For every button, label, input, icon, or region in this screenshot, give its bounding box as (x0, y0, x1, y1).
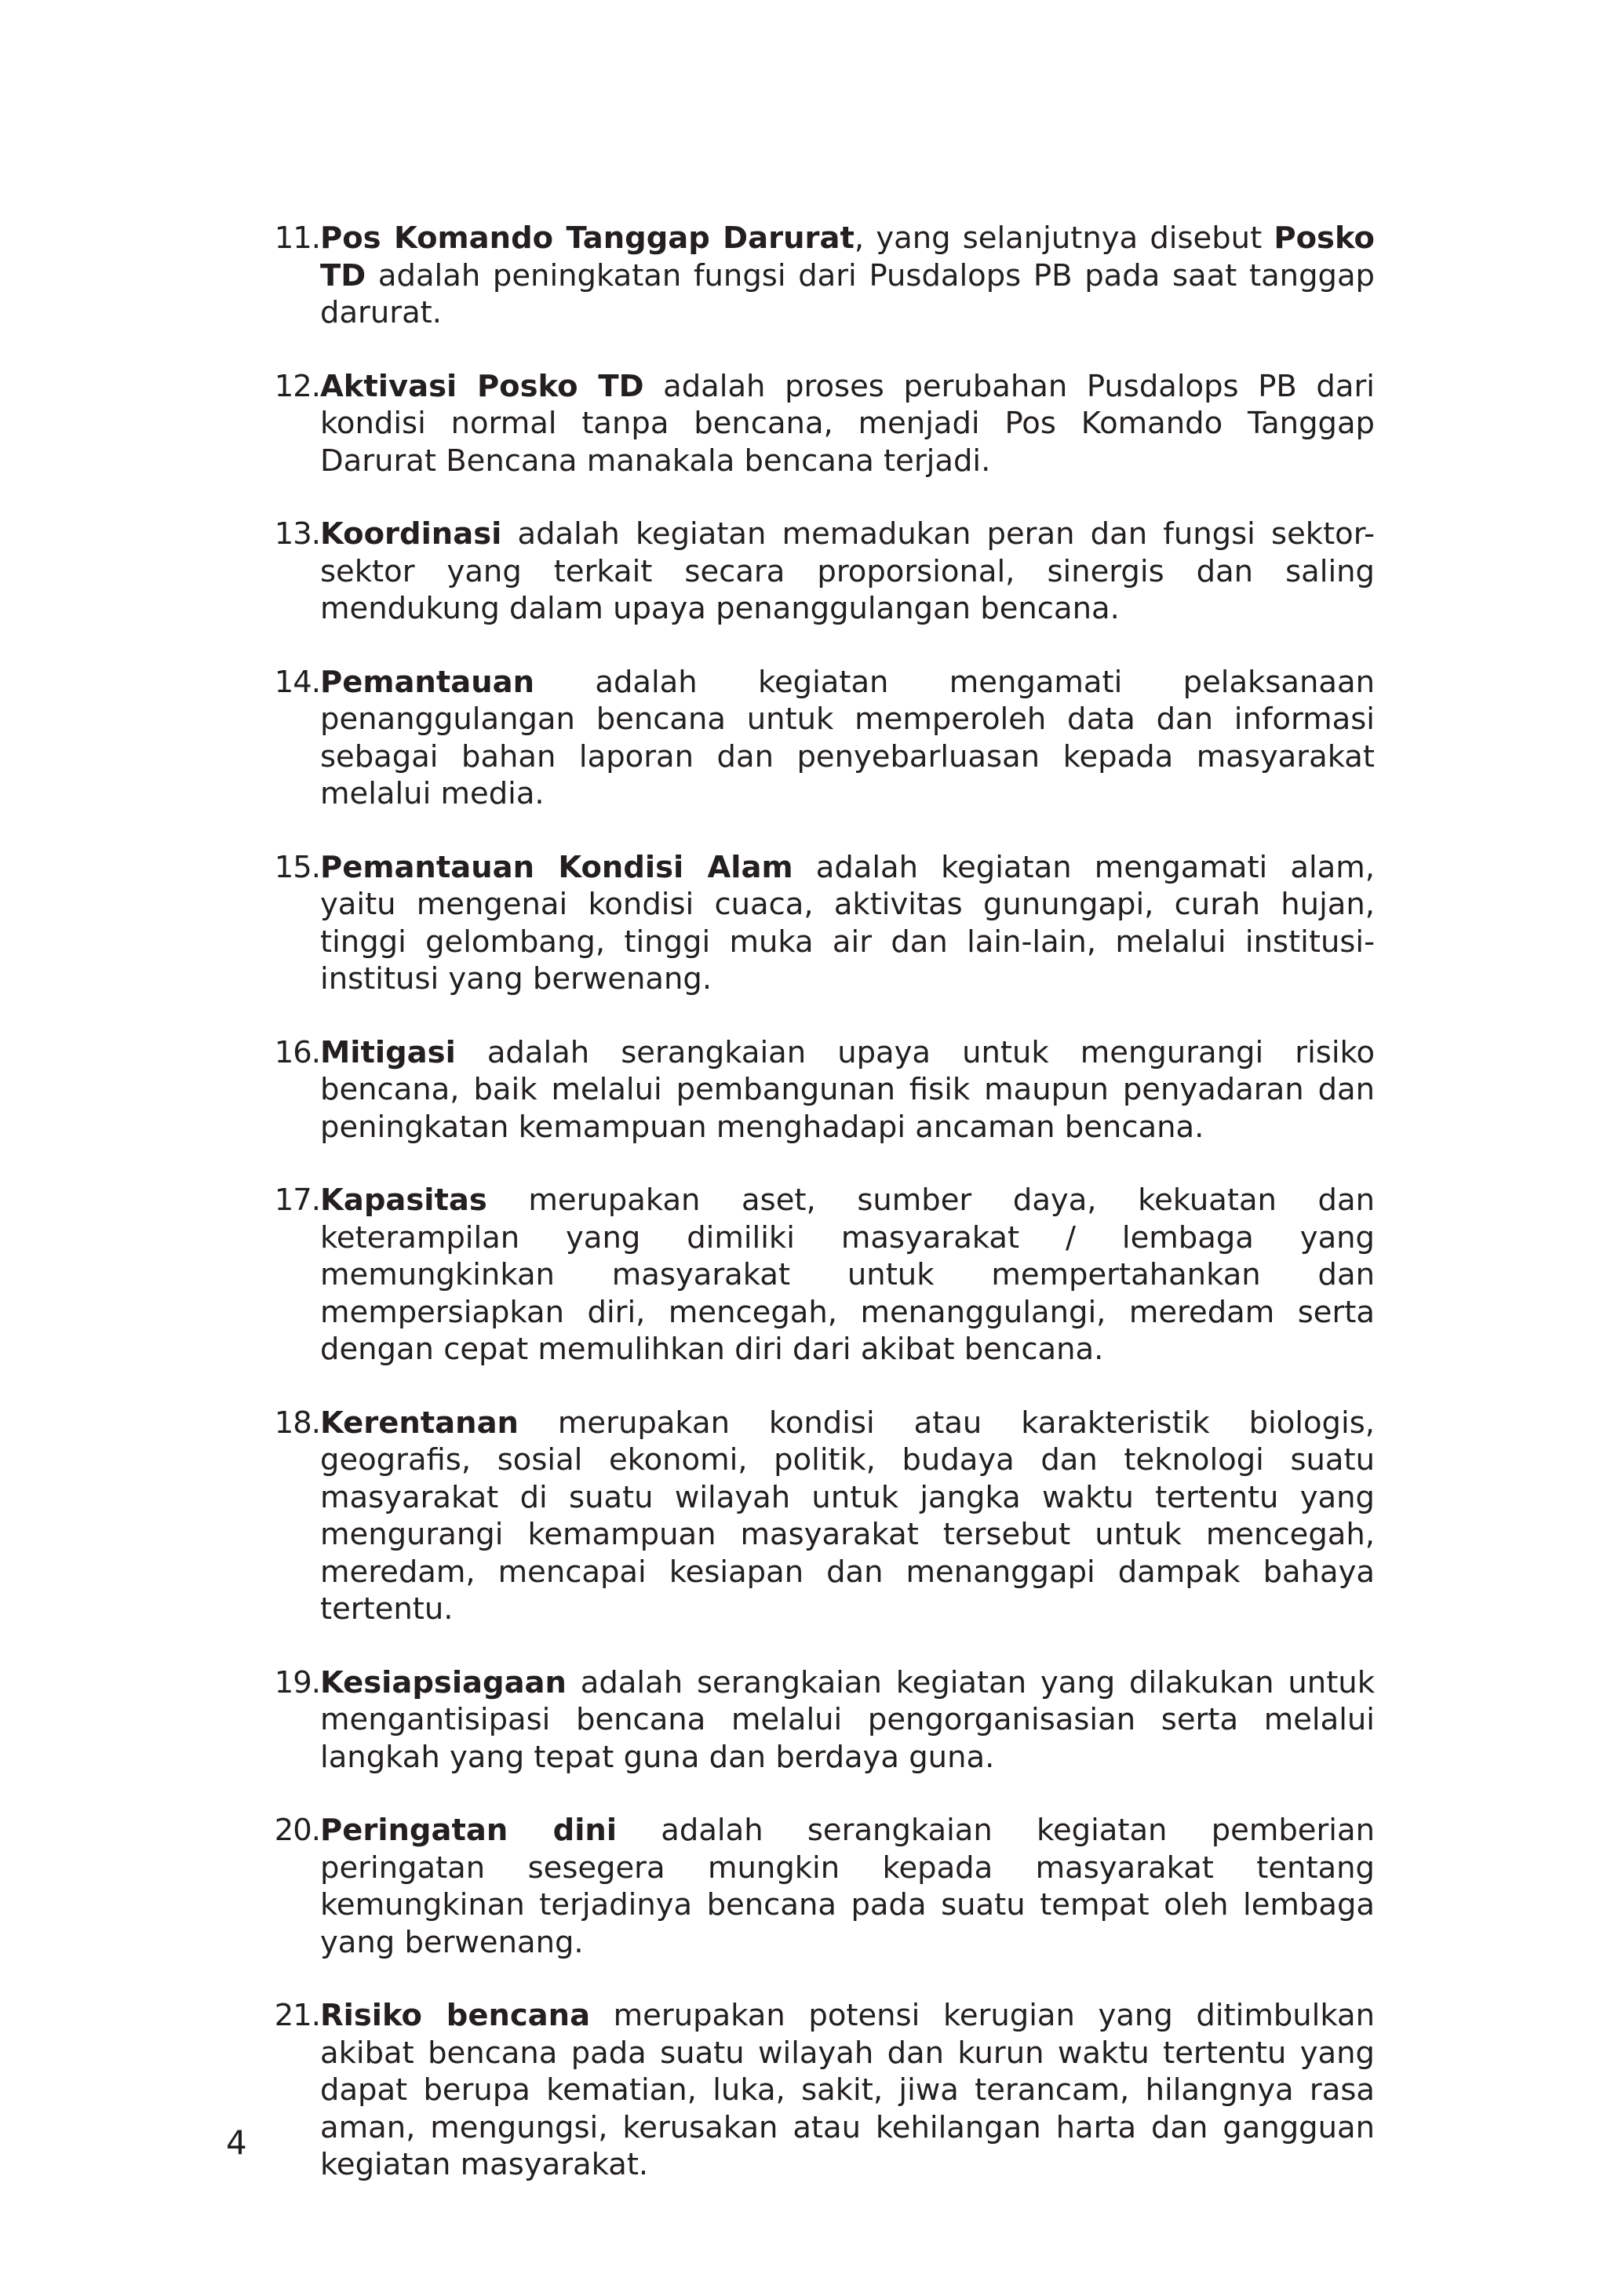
definition-body: adalah peningkatan fungsi dari Pusdalops PB pada saat tanggap darurat. (320, 257, 1375, 330)
definition-text (320, 516, 1375, 628)
definition-term: Koordinasi (320, 516, 502, 552)
definition-item (262, 1405, 1375, 1628)
definition-term: Pemantauan Kondisi Alam (320, 849, 793, 885)
definition-item (262, 368, 1375, 480)
definition-item (262, 1664, 1375, 1777)
definition-number: 21. (274, 1998, 320, 2033)
page-number: 4 (226, 2123, 247, 2162)
definition-body: merupakan potensi kerugian yang ditimbulkan akibat bencana pada suatu wilayah dan kurun waktu tertentu yang dapat berupa kematian, luka, sakit, jiwa terancam, hilangnya rasa aman, mengungsi, kerusakan atau kehilangan harta dan gangguan kegiatan masyarakat. (320, 1998, 1375, 2182)
definition-item (262, 1997, 1375, 2184)
definition-text (320, 1182, 1375, 1368)
definition-term: Kesiapsiagaan (320, 1664, 567, 1700)
definition-term: Pemantauan (320, 664, 535, 700)
definition-text (320, 849, 1375, 998)
definition-number: 17. (274, 1183, 320, 1218)
definition-term: Pos Komando Tanggap Darurat (320, 220, 855, 256)
definition-term: Peringatan dini (320, 1813, 618, 1848)
definition-item (262, 664, 1375, 813)
definition-term: Posko TD (320, 220, 1375, 293)
definition-item (262, 849, 1375, 998)
definition-term: Kapasitas (320, 1183, 487, 1218)
definition-number: 14. (274, 664, 320, 700)
definition-number: 19. (274, 1664, 320, 1700)
definition-number: 16. (274, 1034, 320, 1070)
definition-body: adalah proses perubahan Pusdalops PB dari kondisi normal tanpa bencana, menjadi Pos Komando Tanggap Darurat Bencana manakala bencana terjadi. (320, 368, 1375, 479)
definition-text (320, 1405, 1375, 1628)
definition-term: Risiko bencana (320, 1998, 591, 2033)
definition-number: 12. (274, 368, 320, 404)
definition-term: Mitigasi (320, 1034, 456, 1070)
definition-body: merupakan aset, sumber daya, kekuatan dan keterampilan yang dimiliki masyarakat / lembaga yang memungkinkan masyarakat untuk mempertahankan dan mempersiapkan diri, mencegah, menanggulangi, meredam serta dengan cepat memulihkan diri dari akibat bencana. (320, 1183, 1375, 1367)
definition-body: adalah serangkaian upaya untuk mengurangi risiko bencana, baik melalui pembangunan fisik maupun penyadaran dan peningkatan kemampuan menghadapi ancaman bencana. (320, 1034, 1375, 1145)
definition-body: adalah kegiatan memadukan peran dan fungsi sektor-sektor yang terkait secara proporsional, sinergis dan saling mendukung dalam upaya penanggulangan bencana. (320, 516, 1375, 626)
definition-item (262, 1034, 1375, 1146)
definition-text (320, 664, 1375, 813)
definition-term: Aktivasi Posko TD (320, 368, 644, 404)
definition-number: 18. (274, 1405, 320, 1441)
definition-number: 15. (274, 849, 320, 885)
definition-text (320, 1664, 1375, 1777)
definition-item (262, 516, 1375, 628)
definition-text (320, 1034, 1375, 1146)
definition-body: adalah serangkaian kegiatan yang dilakukan untuk mengantisipasi bencana melalui pengorganisasian serta melalui langkah yang tepat guna dan berdaya guna. (320, 1664, 1375, 1775)
definition-term: Kerentanan (320, 1405, 519, 1441)
definition-body: adalah kegiatan mengamati alam, yaitu mengenai kondisi cuaca, aktivitas gunungapi, curah hujan, tinggi gelombang, tinggi muka air dan lain-lain, melalui institusi-institusi yang berwenang. (320, 849, 1376, 997)
definition-list (262, 220, 1375, 2220)
definition-text (320, 1812, 1375, 1961)
definition-body: adalah serangkaian kegiatan pemberian peringatan sesegera mungkin kepada masyarakat tentang kemungkinan terjadinya bencana pada suatu tempat oleh lembaga yang berwenang. (320, 1813, 1375, 1960)
definition-item (262, 1182, 1375, 1368)
definition-body: adalah kegiatan mengamati pelaksanaan penanggulangan bencana untuk memperoleh data dan informasi sebagai bahan laporan dan penyebarluasan kepada masyarakat melalui media. (320, 664, 1375, 811)
definition-number: 20. (274, 1813, 320, 1848)
definition-body: merupakan kondisi atau karakteristik biologis, geografis, sosial ekonomi, politik, budaya dan teknologi suatu masyarakat di suatu wilayah untuk jangka waktu tertentu yang mengurangi kemampuan masyarakat tersebut untuk mencegah, meredam, mencapai kesiapan dan menanggapi dampak bahaya tertentu. (320, 1405, 1375, 1627)
definition-item (262, 1812, 1375, 1961)
definition-number: 13. (274, 516, 320, 552)
definition-text (320, 220, 1375, 332)
definition-item (262, 220, 1375, 332)
definition-text (320, 1997, 1375, 2184)
definition-body: , yang selanjutnya disebut (854, 220, 1274, 256)
definition-number: 11. (274, 220, 320, 256)
definition-text (320, 368, 1375, 480)
